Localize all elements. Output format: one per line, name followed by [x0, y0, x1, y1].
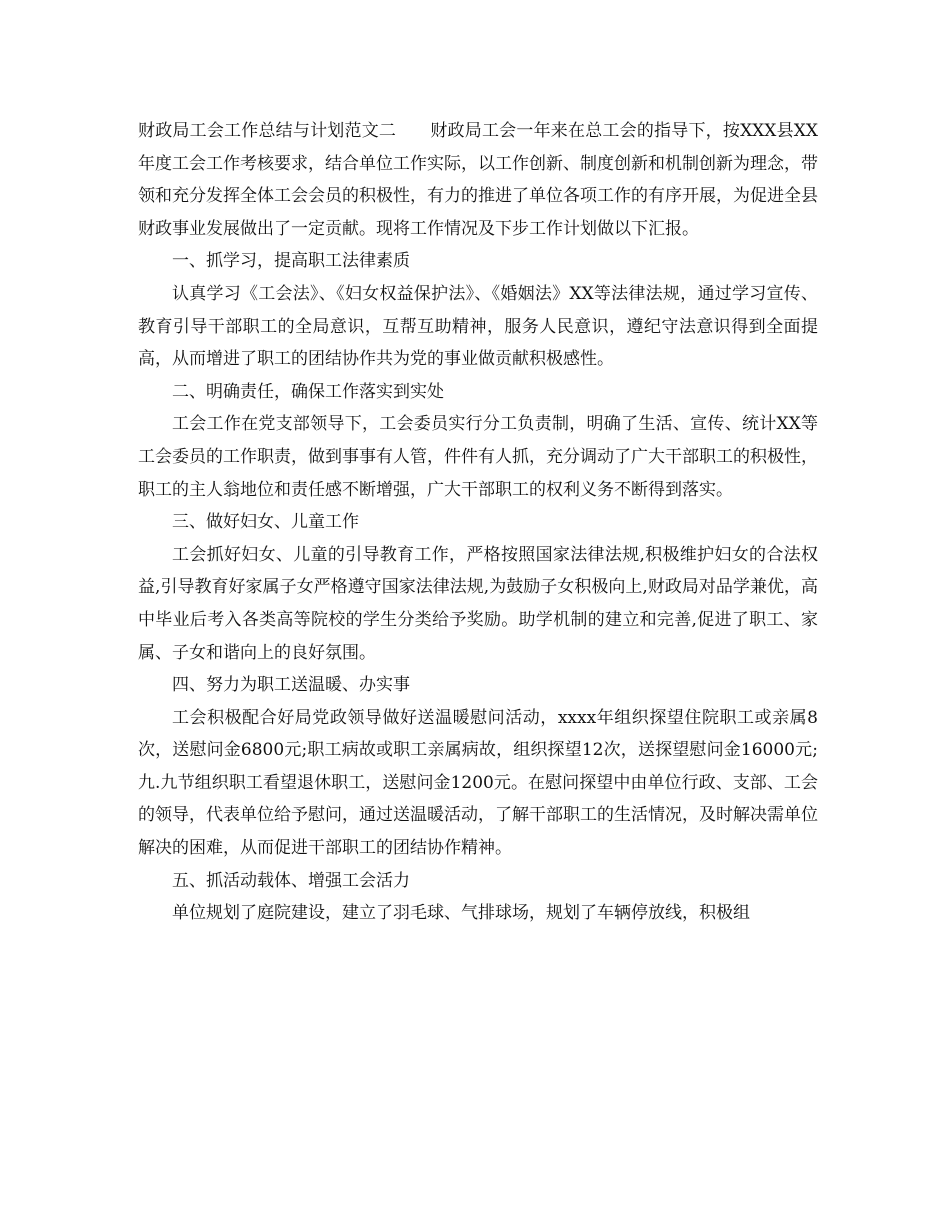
section-heading-4: 四、努力为职工送温暖、办实事 [172, 675, 410, 696]
section-heading-3: 三、做好妇女、儿童工作 [172, 512, 359, 533]
section-body-3: 工会抓好妇女、儿童的引导教育工作，严格按照国家法律法规,积极维护妇女的合法权益,引导教育好家属子女严格遵守国家法律法规,为鼓励子女积极向上,财政局对品学兼优，高中毕业后考入各类高等院校的学生分类给予奖励。助学机制的建立和完善,促进了职工、家属、子女和谐向上的良好氛围。 [138, 544, 818, 663]
section-body-5: 单位规划了庭院建设，建立了羽毛球、气排球场，规划了车辆停放线，积极组 [172, 903, 750, 924]
section-body-1: 认真学习《工会法》、《妇女权益保护法》、《婚姻法》XX等法律法规，通过学习宣传、教育引导干部职工的全局意识，互帮互助精神，服务人民意识，遵纪守法意识得到全面提高，从而增进了职工的团结协作共为党的事业做贡献积极感性。 [138, 283, 818, 370]
section-heading-5: 五、抓活动载体、增强工会活力 [172, 870, 410, 891]
section-heading-2: 二、明确责任，确保工作落实到实处 [172, 381, 444, 402]
intro-text: 财政局工会一年来在总工会的指导下，按XXX县XX年度工会工作考核要求，结合单位工作实际，以工作创新、制度创新和机制创新为理念，带领和充分发挥全体工会会员的积极性，有力的推进了单位各项工作的有序开展，为促进全县财政事业发展做出了一定贡献。现将工作情况及下步工作计划做以下汇报。 [138, 121, 819, 239]
document-body [138, 115, 818, 930]
section-body-2: 工会工作在党支部领导下，工会委员实行分工负责制，明确了生活、宣传、统计XX等工会委员的工作职责，做到事事有人管，件件有人抓，充分调动了广大干部职工的积极性，职工的主人翁地位和责任感不断增强，广大干部职工的权利义务不断得到落实。 [138, 414, 818, 500]
document-title: 财政局工会工作总结与计划范文二 [138, 121, 397, 141]
intro-paragraph [138, 115, 818, 245]
section-body-4: 工会积极配合好局党政领导做好送温暖慰问活动，xxxx年组织探望住院职工或亲属8次，送慰问金6800元;职工病故或职工亲属病故，组织探望12次，送探望慰问金16000元;九.九节组织职工看望退休职工，送慰问金1200元。在慰问探望中由单位行政、支部、工会的领导，代表单位给予慰问，通过送温暖活动，了解干部职工的生活情况，及时解决需单位解决的困难，从而促进干部职工的团结协作精神。 [138, 707, 818, 859]
section-heading-1: 一、抓学习，提高职工法律素质 [172, 251, 410, 272]
